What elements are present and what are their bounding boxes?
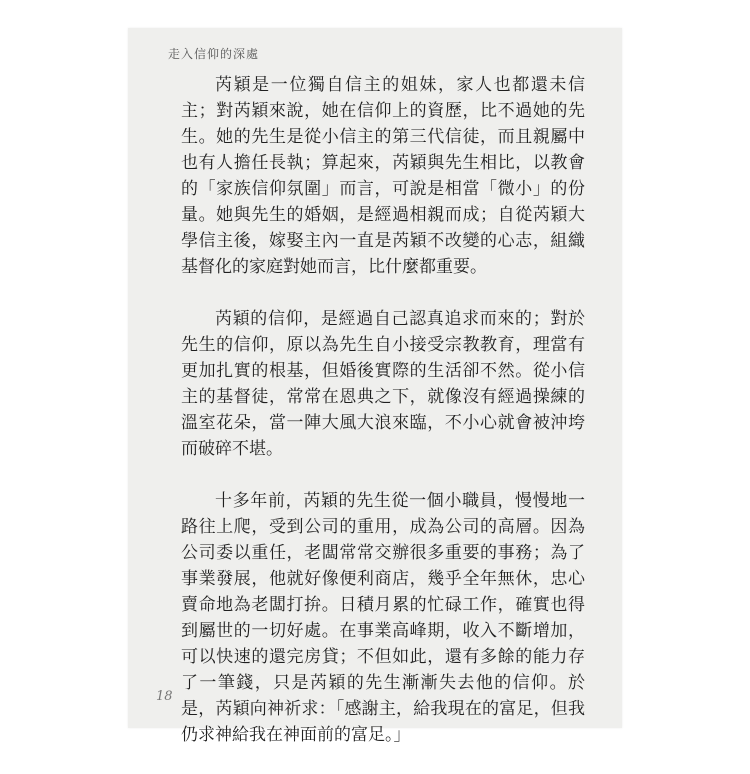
paragraph-1: 芮穎是一位獨自信主的姐妹，家人也都還未信主；對芮穎來說，她在信仰上的資歷，比不過她的先生。她的先生是從小信主的第三代信徒，而且親屬中也有人擔任長執；算起來，芮穎與先生相比，以教會的「家族信仰氛圍」而言，可說是相當「微小」的份量。她與先生的婚姻，是經過相親而成；自從芮穎大學信主後，嫁娶主內一直是芮穎不改變的心志，組織基督化的家庭對她而言，比什麼都重要。 bbox=[181, 75, 585, 277]
running-head: 走入信仰的深處 bbox=[168, 47, 260, 61]
page-number: 18 bbox=[156, 689, 173, 704]
book-page bbox=[128, 28, 622, 745]
paragraph-2: 芮穎的信仰，是經過自己認真追求而來的；對於先生的信仰，原以為先生自小接受宗教教育，理當有更加扎實的根基，但婚後實際的生活卻不然。從小信主的基督徒，常常在恩典之下，就像沒有經過操練的溫室花朵，當一陣大風大浪來臨，不小心就會被沖垮而破碎不堪。 bbox=[181, 309, 585, 459]
body-text bbox=[181, 72, 585, 774]
paragraph-3: 十多年前，芮穎的先生從一個小職員，慢慢地一路往上爬，受到公司的重用，成為公司的高層。因為公司委以重任，老闆常常交辦很多重要的事務；為了事業發展，他就好像便利商店，幾乎全年無休，忠心賣命地為老闆打拚。日積月累的忙碌工作，確實也得到屬世的一切好處。在事業高峰期，收入不斷增加，可以快速的還完房貸；不但如此，還有多餘的能力存了一筆錢，只是芮穎的先生漸漸失去他的信仰。於是，芮穎向神祈求：「感謝主，給我現在的富足，但我仍求神給我在神面前的富足。」 bbox=[181, 491, 585, 745]
